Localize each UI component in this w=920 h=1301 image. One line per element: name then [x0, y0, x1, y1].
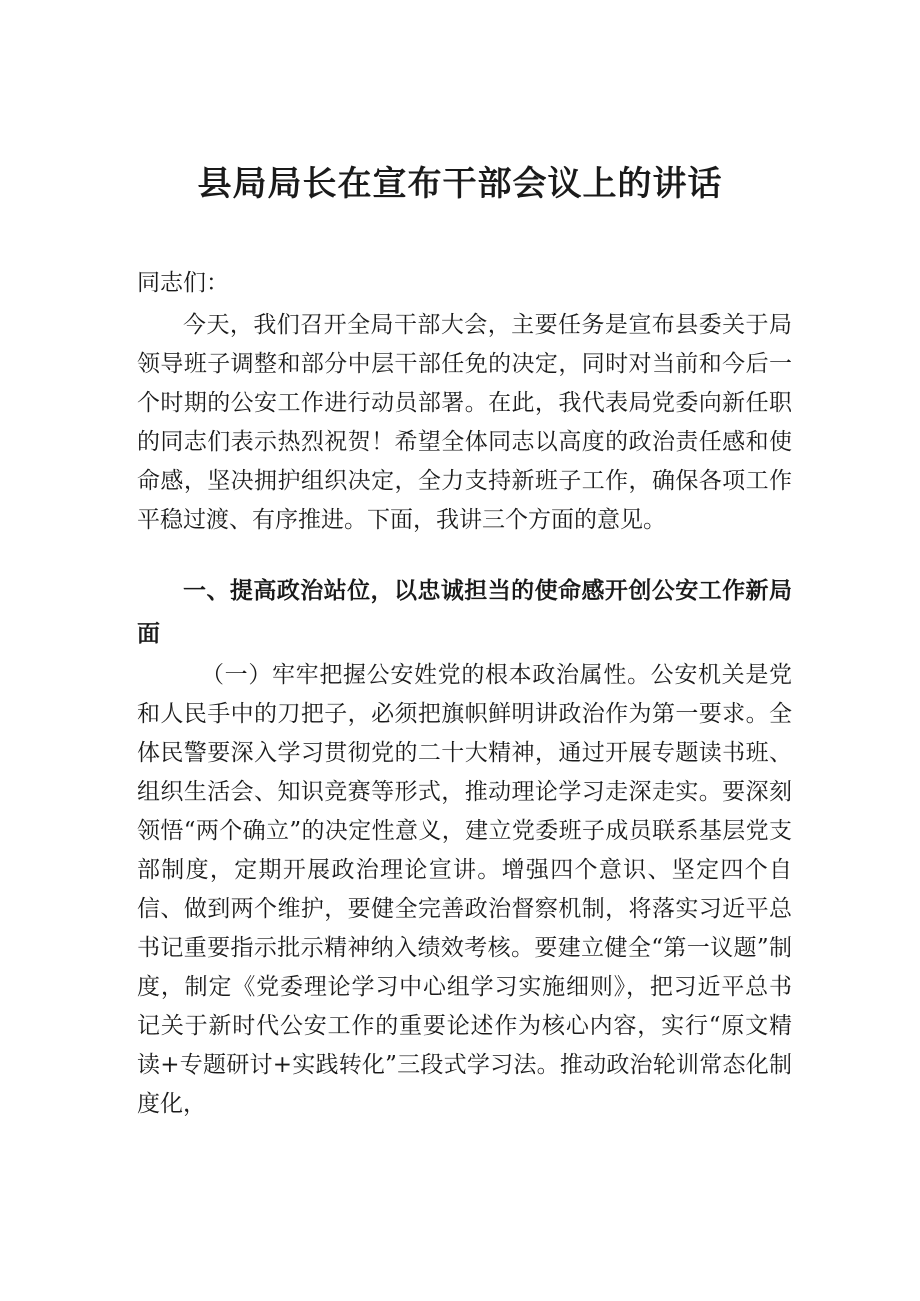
section-heading: 一、提高政治站位，以忠诚担当的使命感开创公安工作新局面 — [137, 578, 792, 647]
subsection-paragraph: （一）牢牢把握公安姓党的根本政治属性。公安机关是党和人民手中的刀把子，必须把旗帜鲜明讲政治作为第一要求。全体民警要深入学习贯彻党的二十大精神，通过开展专题读书班、组织生活会、知识竞赛等形式，推动理论学习走深走实。要深刻领悟“两个确立”的决定性意义，建立党委班子成员联系基层党支部制度，定期开展政治理论宣讲。增强四个意识、坚定四个自信、做到两个维护，要健全完善政治督察机制，将落实习近平总书记重要指示批示精神纳入绩效考核。要建立健全“第一议题”制度，制定《党委理论学习中心组学习实施细则》，把习近平总书记关于新时代公安工作的重要论述作为核心内容，实行“原文精读+专题研讨+实践转化”三段式学习法。推动政治轮训常态化制度化， — [137, 662, 792, 1117]
salutation: 同志们： — [137, 270, 229, 296]
document-title: 县局局长在宣布干部会议上的讲话 — [197, 164, 723, 204]
intro-paragraph: 今天，我们召开全局干部大会，主要任务是宣布县委关于局领导班子调整和部分中层干部任免的决定，同时对当前和今后一个时期的公安工作进行动员部署。在此，我代表局党委向新任职的同志们表示热烈祝贺！希望全体同志以高度的政治责任感和使命感，坚决拥护组织决定，全力支持新班子工作，确保各项工作平稳过渡、有序推进。下面，我讲三个方面的意见。 — [137, 312, 792, 533]
